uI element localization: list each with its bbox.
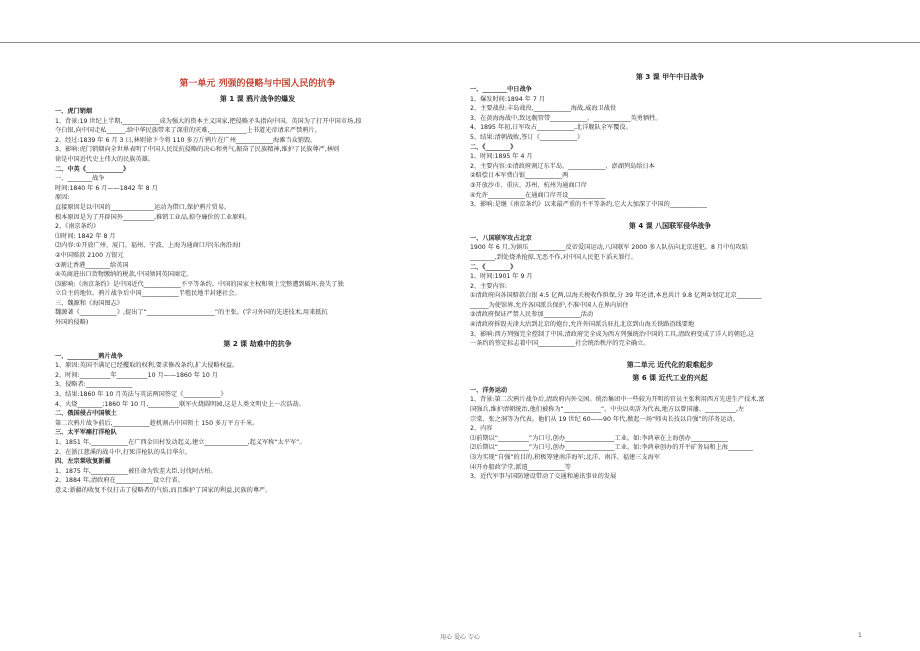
text-line: 原因:	[55, 194, 70, 202]
section-heading: 四、左宗棠收复新疆	[55, 458, 111, 466]
section-heading: 一、________中日战争	[470, 86, 532, 93]
section-heading: 一、__________鸦片战争	[55, 352, 124, 360]
text-line: 宗棠、张之洞等为代表。他们从 19 世纪 60——90 年代,掀起一场“师夷长技以自强”的洋务运动。	[470, 415, 739, 423]
lesson-3-title: 第 3 课 甲午中日战争	[635, 73, 705, 81]
lesson-3-body	[470, 85, 870, 210]
text-line: 1、时间:1895 年 4 月	[470, 153, 533, 161]
text-line: ⑴时间: 1842 年 8 月	[55, 232, 116, 240]
lesson-1-body	[55, 107, 460, 328]
section-heading: 一、洋务运动	[470, 386, 508, 394]
text-line: ⑵内容:①开放广州、厦门、福州、宁波、上海为通商口岸(东南沿海)	[55, 242, 241, 250]
lesson-2-title: 第 2 课 劫难中的抗争	[223, 339, 292, 348]
text-line: 3、近代军事与国防建设带动了交通和通讯事业的发展	[470, 473, 617, 481]
text-line: 立自主的地位。鸦片战争后中国____________半殖民地半封建社会。	[55, 290, 241, 298]
section-heading: 二、中英《____________》	[55, 165, 130, 173]
text-line: 5、结果:清朝战败,签订《____________》	[470, 133, 584, 141]
page-number: 1	[858, 632, 862, 639]
text-line: 2、主要内容:	[470, 282, 507, 290]
lesson-4-title: 第 4 课 八国联军侵华战争	[628, 221, 712, 230]
text-line: 时间:1840 年 6 月——1842 年 8 月	[55, 184, 158, 192]
text-line: ⑷开办船政学堂,派遣____________等	[470, 463, 571, 471]
text-line: 魏源著《____________》,提出了“______________________”的主张。(学习外国的先进技术,用来抵抗	[55, 309, 328, 317]
section-heading: 二、俄国侵占中国领土	[55, 410, 117, 418]
text-line: 3、侵略者:_______________	[55, 381, 133, 389]
text-line: ⑶影响:《南京条约》是中国近代____________不平等条约。中国的国家主权和领土完整遭到破坏,丧失了独	[55, 280, 344, 288]
text-line: 直接原因是以中国的______________运动为借口,保护鸦片贸易。	[55, 203, 231, 211]
text-line: 3、在黄海海战中,致远舰管带____________、____________英勇牺牲。	[470, 114, 662, 122]
text-line: 1、背景:19 世纪上半期,____________成为强大的资本主义国家,把侵略矛头指向中国。英国为了打开中国市场,掠	[55, 117, 362, 125]
text-line: 夺白银,向中国走私______,给中华民族带来了深重的灾难,____________上书道光帝请求严禁鸦片。	[55, 127, 321, 135]
lesson-6-body	[470, 386, 870, 482]
text-line: 2、主要战役:丰岛战役,____________海战,威海卫战役	[470, 105, 617, 113]
text-line: ④英商进出口货物缴纳的税款,中国须同英国商定。	[55, 271, 193, 279]
text-line: 1、原因:英国不满足已经攫取的权利,要求修改条约,扩大侵略权益。	[55, 362, 239, 370]
lesson-4-body	[470, 234, 870, 349]
text-line: ③开放沙市、重庆、苏州、杭州为通商口岸	[470, 181, 587, 189]
text-line: ⑵后期以“__________”为口号,创办________________工业。如:李鸿章创办的开平矿务局和上海________	[470, 444, 753, 452]
text-line: 4、火烧________;1860 年 10 月,__________联军火烧圆明园,这是人类文明史上一次浩劫。	[55, 400, 305, 408]
text-line: 2、时间:__________年__________10 月——1860 年 10 月	[55, 371, 218, 379]
text-line: 1、背景:第二次鸦片战争后,清政府内外交困。统治集团中一些较为开明的官员主张利用西方先进生产技术,富	[470, 396, 765, 404]
text-line: ______为使馆界,允许各国派兵保护,不准中国人在界内居住	[470, 301, 629, 309]
text-line: 3、影响:西方列强完全控制了中国,清政府完全成为西方列强统治中国的工具,清政府变成了洋人的朝廷,这	[470, 330, 755, 338]
section-heading: 二、《________》	[470, 143, 517, 151]
lesson-6-title: 第 6 课 近代工业的兴起	[632, 373, 708, 382]
text-line: 2、经过:1839 年 6 月 3 日,林则徐下令将 110 多万斤鸦片在广州____________海滩当众销毁。	[55, 136, 317, 144]
text-line: 一条约的签定标志着中国____________社会统治秩序的完全确立。	[470, 340, 650, 348]
section-heading: 二、《________》	[470, 263, 517, 271]
text-line: 3、影响:虎门销烟向全世界表明了中国人民反抗侵略的决心和勇气,振奋了民族精神,维护了民族尊严,林则	[55, 146, 340, 154]
text-line: 3、结果:1860 年 10 月英法与英法两国签定《____________》	[55, 391, 227, 399]
text-line: 4、1895 年初,日军攻占____________,北洋舰队全军覆没。	[470, 124, 632, 132]
text-line: 2、在浙江慈溪的战斗中,打死洋枪队的头目华尔。	[55, 448, 191, 456]
text-line: 徐是中国近代史上伟大的民族英雄。	[55, 155, 154, 163]
text-line: 1900 年 6 月,为镇压____________反帝爱国运动,八国联军 2000 多人队伍向北京进犯。8 月中旬攻陷	[470, 244, 748, 252]
page-footer: 用心 爱心 专心	[440, 634, 480, 641]
text-line: 1、爆发时间:1894 年 7 月	[470, 95, 545, 103]
text-line: ①清政府向各国赔款白银 4.5 亿两,以海关税收作担保,分 39 年还清,本息共计 9.8 亿两②划定北京________	[470, 292, 762, 300]
text-line: 1、1875 年,____________被任命为钦差大臣,讨伐阿古柏。	[55, 467, 217, 475]
text-line: 2、内容	[470, 425, 493, 433]
text-line: ②赔偿日本军费白银____________两	[470, 172, 569, 180]
text-line: 国强兵,维护清朝统治,他们被称为“____________”。中央以奕訢为代表,地方以曾国藩、__________,左	[470, 406, 745, 414]
header-rule	[0, 42, 920, 43]
text-line: ④允许____________在通商口岸开设____________	[470, 191, 606, 199]
text-line: 3、影响:是继《南京条约》以来最严重的不平等条约,它大大加深了中国的____________	[470, 201, 707, 209]
text-line: 2、主要内容:①清政府割辽东半岛、____________、澎湖列岛给日本	[470, 162, 655, 170]
text-line: ⑶为实现“自强”的目的,积极筹建南洋海军;北洋、南洋、福建三支海军	[470, 454, 660, 461]
text-line: 意义:新疆的收复不仅打击了侵略者的气焰,而且维护了国家的利益,民族的尊严。	[55, 486, 272, 494]
text-line: ③清政府保证严禁人民参加____________活动	[470, 311, 594, 319]
text-line: ②中国赔款 2100 万银元	[55, 251, 124, 259]
left-column	[55, 70, 460, 496]
lesson-2-body	[55, 352, 460, 496]
text-line: 三、魏源和《海国图志》	[55, 299, 124, 307]
right-column	[470, 70, 870, 482]
text-line: ________,到处烧杀抢掠,无恶不作,对中国人民犯下滔天罪行。	[470, 253, 637, 261]
text-line: 一、________战争	[55, 175, 105, 183]
text-line: ⑴前期以“__________”为口号,创办________________工业。如:李鸿章在上海创办____________	[470, 434, 728, 442]
section-heading: 一、虎门销烟	[55, 108, 93, 115]
text-line: 1、时间:1901 年 9 月	[470, 273, 533, 281]
text-line: 第二次鸦片战争前后,____________趁机割占中国领土 150 多万平方千米。	[55, 419, 259, 427]
text-line: 根本原因是为了开辟国外__________,推销工业品,掠夺廉价的工业原料。	[55, 213, 251, 221]
text-line: ④清政府拆毁天津大沽到北京的炮台,允许外国派兵驻扎北京到山海关铁路沿线要地	[470, 321, 695, 329]
text-line: 2、1884 年,清政府在____________设立行省。	[55, 477, 184, 485]
text-line: ③割让香港________给英国	[55, 261, 129, 269]
text-line: 2、《南京条约》	[55, 223, 100, 231]
unit-title: 第一单元 列强的侵略与中国人民的抗争	[179, 79, 336, 89]
section-heading: 一、八国联军攻占北京	[470, 234, 532, 242]
section-heading: 三、太平军痛打洋枪队	[55, 429, 117, 437]
lesson-1-title: 第 1 课 鸦片战争的爆发	[219, 95, 296, 103]
text-line: 1、1851 年,____________在广西金田村发动起义,建立______________,起义军称“太平军”。	[55, 439, 306, 446]
text-line: 外国的侵略)	[55, 319, 89, 327]
unit-2-title: 第二单元 近代化的艰难起步	[626, 360, 714, 369]
